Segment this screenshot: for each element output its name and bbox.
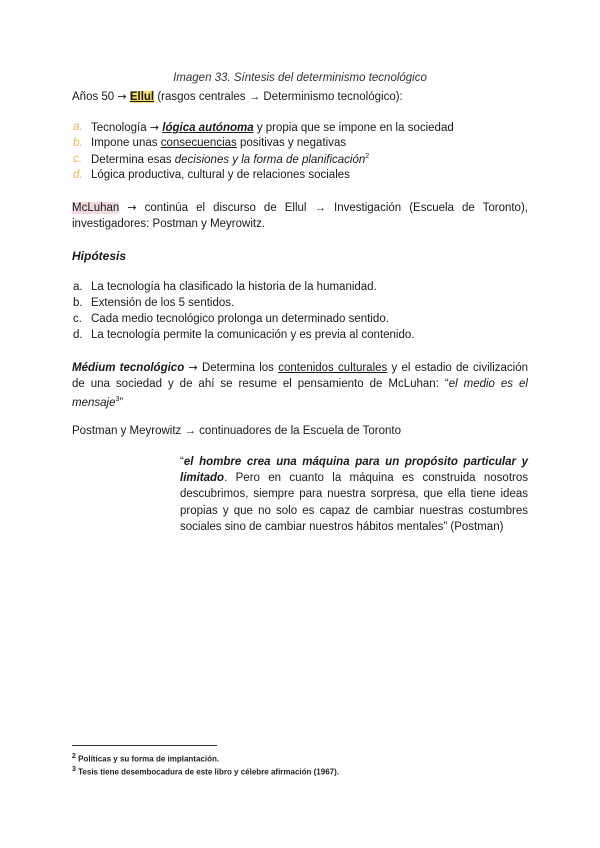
list-italic: decisiones y la forma de planificación (174, 153, 366, 166)
footnote (72, 753, 219, 764)
medium-term: Médium tecnológico (72, 362, 185, 374)
ellul-name: Ellul (129, 91, 155, 103)
arrow-icon: → (127, 201, 137, 214)
list-text: La tecnología permite la comunicación y es previa al contenido. (91, 329, 415, 341)
footnote-number: 2 (72, 753, 76, 760)
footnote-text: Políticas y su forma de implantación. (78, 754, 220, 764)
hypotheses-heading: Hipótesis (72, 249, 127, 263)
list-text: Impone unas (91, 137, 158, 149)
footnote-text: Tesis tiene desembocadura de este libro y célebre afirmación (1967). (78, 767, 339, 777)
list-marker: c. (73, 313, 82, 325)
list-text: Extensión de los 5 sentidos. (91, 297, 235, 309)
list-marker: b. (73, 137, 83, 149)
mcluhan-paragraph (72, 200, 528, 232)
list-item (73, 137, 347, 149)
intro-prefix: Años 50 (72, 91, 115, 103)
postman-line: Postman y Meyrowitz → continuadores de la Escuela de Toronto (72, 425, 401, 437)
intro-rest: (rasgos centrales → Determinismo tecnológico): (157, 91, 403, 103)
quote-bold: el hombre crea una máquina para un propósito particular y limitado (180, 456, 528, 485)
list-item (73, 281, 377, 293)
list-marker: d. (73, 329, 83, 341)
list-text: Determina esas (91, 153, 172, 166)
list-marker: a. (73, 281, 83, 293)
postman-quote (180, 454, 528, 535)
footnote (72, 766, 339, 777)
list-marker: c. (73, 153, 82, 165)
list-text: Tecnología (91, 122, 147, 134)
list-underline: consecuencias (160, 137, 237, 149)
figure-caption: Imagen 33. Síntesis del determinismo tecnológico (173, 72, 427, 84)
intro-line (72, 90, 403, 103)
list-marker: b. (73, 297, 83, 309)
list-text: La tecnología ha clasificado la historia de la humanidad. (91, 281, 377, 293)
arrow-icon: → (188, 361, 198, 374)
list-item (73, 297, 235, 309)
arrow-icon: → (149, 121, 160, 134)
list-text: Lógica productiva, cultural y de relaciones sociales (91, 169, 350, 181)
list-marker: d. (73, 169, 83, 181)
arrow-icon: → (117, 90, 127, 103)
list-text: Cada medio tecnológico prolonga un determinado sentido. (91, 313, 389, 325)
list-text: positivas y negativas (239, 137, 347, 149)
list-item (73, 121, 454, 134)
list-item (73, 329, 415, 341)
list-marker: a. (73, 121, 83, 133)
list-item (73, 153, 370, 166)
footnote-ref[interactable]: 2 (365, 153, 370, 160)
footnote-ref[interactable]: 3 (115, 396, 120, 403)
footnote-number: 3 (72, 766, 76, 773)
list-emphasis: lógica autónoma (162, 122, 254, 134)
list-item (73, 313, 389, 325)
medium-text: Determina los (201, 362, 274, 374)
medium-close: ” (119, 396, 124, 409)
list-text: y propia que se impone en la sociedad (256, 122, 454, 134)
quote-rest: . Pero en cuanto la máquina es construida nosotros descubrimos, siempre para nuestra sorpresa, que ella tiene ideas propias y que no solo es capaz de cambiar nuestras costumbres sociales sino de cambiar nuestros hábitos mentales” (Postman) (180, 472, 528, 533)
mcluhan-text: continúa el discurso de Ellul → Investigación (Escuela de Toronto), investigadores: Postman y Meyrowitz. (72, 202, 528, 230)
medium-underline: contenidos culturales (278, 362, 388, 374)
medium-quote: el medio es el mensaje (72, 378, 528, 409)
medium-text: y el estadio de civilización de una sociedad y de ahí se resume el pensamiento de McLuhan: “ (72, 362, 529, 390)
mcluhan-name: McLuhan (72, 202, 120, 214)
quote-open: “ (180, 456, 184, 468)
footnote-divider (72, 745, 217, 746)
list-item (73, 169, 350, 181)
medium-paragraph (72, 360, 528, 411)
